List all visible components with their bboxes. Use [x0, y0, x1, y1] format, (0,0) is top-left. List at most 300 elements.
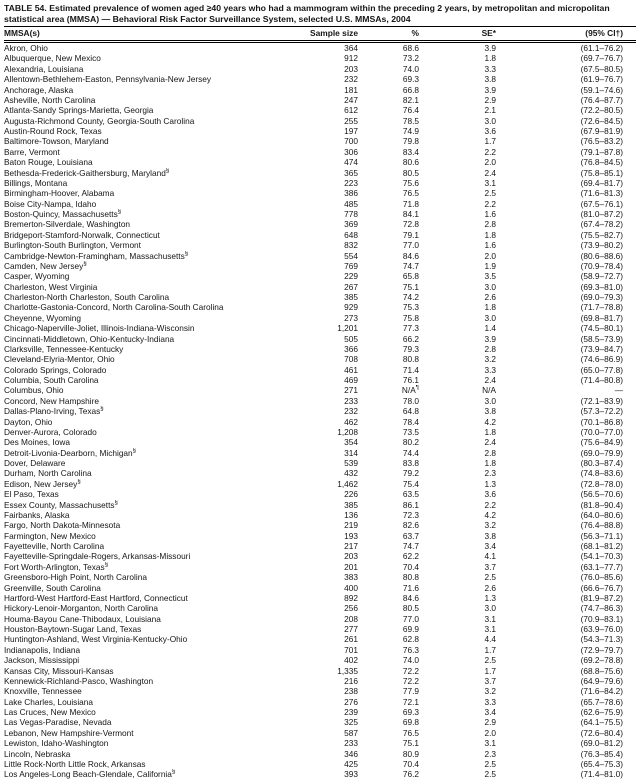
table-row	[4, 645, 636, 655]
se-cell: 2.0	[484, 727, 496, 738]
ci-cell: (72.6–84.5)	[580, 115, 623, 126]
sample-size-cell: 364	[344, 43, 358, 53]
table-body	[4, 42, 636, 780]
table-row	[4, 759, 636, 769]
percent-cell: 76.3	[402, 644, 419, 655]
percent-cell: 82.6	[402, 520, 419, 531]
sample-size-cell: 136	[344, 509, 358, 520]
sample-size-cell: 197	[344, 126, 358, 136]
percent-cell: 79.8	[402, 136, 419, 147]
table-row	[4, 489, 636, 499]
percent-cell: 69.3	[402, 707, 419, 717]
ci-cell: (69.2–78.8)	[580, 655, 623, 666]
mmsa-name-cell: Los Angeles-Long Beach-Glendale, California§	[4, 769, 176, 780]
se-cell: 3.9	[484, 333, 496, 344]
percent-cell: 79.3	[402, 343, 419, 354]
percent-cell: 77.3	[402, 323, 419, 334]
ci-cell: (72.9–79.7)	[580, 644, 623, 655]
mmsa-name-cell: Charleston-North Charleston, South Carolina	[4, 292, 170, 302]
ci-cell: (61.9–76.7)	[580, 74, 623, 85]
table-row	[4, 769, 636, 779]
sample-size-cell: 474	[344, 157, 358, 168]
ci-cell: (69.8–81.7)	[580, 312, 623, 323]
table-row	[4, 479, 636, 489]
percent-cell: 71.4	[402, 364, 419, 375]
se-cell: 2.6	[484, 292, 496, 302]
table-row	[4, 42, 636, 54]
ci-cell: (69.0–79.3)	[580, 292, 623, 302]
percent-cell: 66.8	[402, 84, 419, 95]
ci-cell: (64.0–80.6)	[580, 509, 623, 520]
mmsa-name-cell: Concord, New Hampshire	[4, 395, 99, 406]
sample-size-cell: 648	[344, 229, 358, 240]
percent-cell: 74.4	[402, 447, 419, 458]
percent-cell: 69.3	[402, 74, 419, 85]
mmsa-name-cell: Cheyenne, Wyoming	[4, 312, 81, 323]
table-row	[4, 199, 636, 209]
sample-size-cell: 469	[344, 375, 358, 385]
percent-cell: 80.6	[402, 157, 419, 168]
mmsa-name-cell: Fairbanks, Alaska	[4, 509, 70, 520]
percent-cell: 74.7	[402, 260, 419, 271]
se-cell: 2.5	[484, 188, 496, 199]
sample-size-cell: 276	[344, 696, 358, 707]
mmsa-name-cell: Dover, Delaware	[4, 458, 66, 468]
table-row	[4, 354, 636, 364]
ci-cell: (73.9–80.2)	[580, 240, 623, 251]
mmsa-name-cell: Detroit-Livonia-Dearborn, Michigan§	[4, 447, 137, 458]
sample-size-cell: 273	[344, 312, 358, 323]
se-cell: 1.7	[484, 644, 496, 655]
percent-cell: 69.8	[402, 717, 419, 728]
se-cell: 3.8	[484, 74, 496, 85]
se-cell: 2.2	[484, 146, 496, 157]
se-cell: 1.3	[484, 592, 496, 603]
ci-cell: (81.9–87.2)	[580, 592, 623, 603]
percent-cell: 70.4	[402, 561, 419, 572]
table-row	[4, 510, 636, 520]
footnote-marker: §	[100, 406, 104, 413]
ci-cell: (81.8–90.4)	[580, 499, 623, 510]
ci-cell: (71.6–81.3)	[580, 188, 623, 199]
mmsa-name-cell: Kennewick-Richland-Pasco, Washington	[4, 675, 154, 686]
mmsa-name-cell: Las Vegas-Paradise, Nevada	[4, 717, 112, 728]
se-cell: 1.9	[484, 260, 496, 271]
mmsa-name-cell: Knoxville, Tennessee	[4, 686, 82, 697]
ci-cell: (66.6–76.7)	[580, 582, 623, 593]
percent-cell: 73.2	[402, 53, 419, 64]
mmsa-name-cell: Boise City-Nampa, Idaho	[4, 198, 97, 209]
mmsa-name-cell: Bethesda-Frederick-Gaithersburg, Maryland§	[4, 167, 170, 178]
ci-cell: (72.1–83.9)	[580, 395, 623, 406]
ci-cell: (65.4–75.3)	[580, 758, 623, 769]
ci-cell: (58.5–73.9)	[580, 333, 623, 344]
se-cell: 1.8	[484, 229, 496, 240]
se-cell: 3.3	[484, 696, 496, 707]
percent-cell: 75.6	[402, 177, 419, 188]
table-row	[4, 417, 636, 427]
table-row	[4, 219, 636, 229]
sample-size-cell: 365	[344, 167, 358, 178]
col-header-ci: (95% CI†)	[496, 27, 636, 42]
table-row	[4, 707, 636, 717]
mmsa-table	[4, 26, 636, 780]
table-row	[4, 655, 636, 665]
ci-cell: (76.8–84.5)	[580, 157, 623, 168]
percent-cell: 80.8	[402, 354, 419, 365]
mmsa-name-cell: Allentown-Bethlehem-Easton, Pennsylvania-New Jersey	[4, 74, 212, 85]
sample-size-cell: 539	[344, 458, 358, 468]
mmsa-name-cell: Des Moines, Iowa	[4, 437, 70, 448]
sample-size-cell: 226	[344, 489, 358, 500]
mmsa-name-cell: Albuquerque, New Mexico	[4, 53, 101, 64]
se-cell: 3.6	[484, 126, 496, 136]
sample-size-cell: 432	[344, 468, 358, 479]
sample-size-cell: 366	[344, 343, 358, 354]
se-cell: 2.9	[484, 717, 496, 728]
table-row	[4, 365, 636, 375]
mmsa-name-cell: Edison, New Jersey§	[4, 478, 81, 489]
percent-cell: 72.2	[402, 665, 419, 676]
mmsa-name-cell: Akron, Ohio	[4, 43, 48, 53]
ci-cell: (74.5–80.1)	[580, 323, 623, 334]
ci-cell: (61.1–76.2)	[580, 43, 623, 53]
mmsa-name-cell: Atlanta-Sandy Springs-Marietta, Georgia	[4, 105, 154, 116]
sample-size-cell: 554	[344, 250, 358, 261]
table-row	[4, 583, 636, 593]
ci-cell: (74.6–86.9)	[580, 354, 623, 365]
sample-size-cell: 232	[344, 74, 358, 85]
ci-cell: (80.6–88.6)	[580, 250, 623, 261]
sample-size-cell: 232	[344, 406, 358, 417]
se-cell: 3.8	[484, 406, 496, 417]
se-cell: 2.3	[484, 468, 496, 479]
se-cell: 3.1	[484, 624, 496, 634]
se-cell: 1.3	[484, 478, 496, 489]
footnote-marker: §	[165, 167, 170, 174]
ci-cell: (65.7–78.6)	[580, 696, 623, 707]
se-cell: 3.0	[484, 281, 496, 292]
ci-cell: (54.3–71.3)	[580, 634, 623, 645]
table-row	[4, 686, 636, 696]
percent-cell: 76.2	[402, 769, 419, 780]
sample-size-cell: 233	[344, 395, 358, 406]
mmsa-name-cell: Burlington-South Burlington, Vermont	[4, 240, 141, 251]
table-row	[4, 302, 636, 312]
percent-cell: 83.4	[402, 146, 419, 157]
sample-size-cell: 325	[344, 717, 358, 728]
percent-cell: 74.0	[402, 655, 419, 666]
percent-cell: 74.9	[402, 126, 419, 136]
se-cell: 4.2	[484, 509, 496, 520]
table-row	[4, 157, 636, 167]
sample-size-cell: 461	[344, 364, 358, 375]
ci-cell: (76.5–83.2)	[580, 136, 623, 147]
mmsa-name-cell: Charlotte-Gastonia-Concord, North Carolina-South Carolina	[4, 302, 224, 313]
ci-cell: (63.9–76.0)	[580, 624, 623, 634]
table-row	[4, 375, 636, 385]
percent-cell: 71.8	[402, 198, 419, 209]
se-cell: 3.1	[484, 738, 496, 749]
se-cell: 4.1	[484, 551, 496, 562]
sample-size-cell: 462	[344, 416, 358, 427]
percent-cell: 72.8	[402, 219, 419, 230]
percent-cell: 70.4	[402, 758, 419, 769]
sample-size-cell: 769	[344, 260, 358, 271]
ci-cell: (56.3–71.1)	[580, 530, 623, 541]
sample-size-cell: 208	[344, 613, 358, 624]
sample-size-cell: 277	[344, 624, 358, 634]
ci-cell: (72.6–80.4)	[580, 727, 623, 738]
se-cell: 3.0	[484, 115, 496, 126]
percent-cell: 76.4	[402, 105, 419, 116]
mmsa-name-cell: Austin-Round Rock, Texas	[4, 126, 102, 136]
table-row	[4, 666, 636, 676]
table-row	[4, 334, 636, 344]
ci-cell: (54.1–70.3)	[580, 551, 623, 562]
sample-size-cell: 386	[344, 188, 358, 199]
table-row	[4, 188, 636, 198]
mmsa-name-cell: Alexandria, Louisiana	[4, 63, 84, 74]
sample-size-cell: 402	[344, 655, 358, 666]
mmsa-name-cell: Cleveland-Elyria-Mentor, Ohio	[4, 354, 115, 365]
se-cell: 3.7	[484, 675, 496, 686]
mmsa-name-cell: Huntington-Ashland, West Virginia-Kentucky-Ohio	[4, 634, 188, 645]
se-cell: 3.2	[484, 354, 496, 365]
mmsa-name-cell: Lincoln, Nebraska	[4, 748, 71, 759]
sample-size-cell: 233	[344, 738, 358, 749]
table-row	[4, 282, 636, 292]
sample-size-cell: 385	[344, 499, 358, 510]
mmsa-name-cell: Boston-Quincy, Massachusetts§	[4, 209, 122, 219]
sample-size-cell: 1,335	[337, 665, 358, 676]
mmsa-name-cell: Denver-Aurora, Colorado	[4, 426, 97, 437]
mmsa-name-cell: Augusta-Richmond County, Georgia-South Carolina	[4, 115, 195, 126]
mmsa-name-cell: Casper, Wyoming	[4, 271, 70, 282]
percent-cell: 64.8	[402, 406, 419, 417]
percent-cell: 76.5	[402, 188, 419, 199]
footnote-marker: §	[184, 250, 189, 257]
mmsa-name-cell: Farmington, New Mexico	[4, 530, 96, 541]
table-row	[4, 240, 636, 250]
table-row	[4, 209, 636, 219]
mmsa-name-cell: Fayetteville, North Carolina	[4, 541, 105, 551]
sample-size-cell: 400	[344, 582, 358, 593]
se-cell: 2.1	[484, 105, 496, 116]
mmsa-name-cell: Bremerton-Silverdale, Washington	[4, 219, 131, 230]
se-cell: 2.0	[484, 157, 496, 168]
footnote-marker: §	[77, 478, 81, 485]
sample-size-cell: 346	[344, 748, 358, 759]
ci-cell: (71.4–80.8)	[580, 375, 623, 385]
percent-cell: 75.8	[402, 312, 419, 323]
col-header-sample-size: Sample size	[280, 27, 358, 42]
footnote-marker: §	[171, 769, 176, 776]
table-row	[4, 85, 636, 95]
sample-size-cell: 505	[344, 333, 358, 344]
sample-size-cell: 238	[344, 686, 358, 697]
percent-cell: 77.0	[402, 613, 419, 624]
mmsa-name-cell: Houma-Bayou Cane-Thibodaux, Louisiana	[4, 613, 161, 624]
sample-size-cell: 701	[344, 644, 358, 655]
sample-size-cell: 425	[344, 758, 358, 769]
percent-cell: 69.9	[402, 624, 419, 634]
percent-cell: 80.5	[402, 167, 419, 178]
sample-size-cell: 393	[344, 769, 358, 780]
table-row	[4, 168, 636, 178]
table-row	[4, 116, 636, 126]
ci-cell: (72.2–80.5)	[580, 105, 623, 116]
se-cell: 1.8	[484, 53, 496, 64]
sample-size-cell: 700	[344, 136, 358, 147]
footnote-marker: ¶	[415, 385, 419, 392]
ci-cell: (71.7–78.8)	[580, 302, 623, 313]
sample-size-cell: 255	[344, 115, 358, 126]
ci-cell: (63.1–77.7)	[580, 561, 623, 572]
mmsa-name-cell: Baton Rouge, Louisiana	[4, 157, 93, 168]
percent-cell: 74.2	[402, 292, 419, 302]
sample-size-cell: 485	[344, 198, 358, 209]
se-cell: 3.2	[484, 520, 496, 531]
mmsa-name-cell: Barre, Vermont	[4, 146, 60, 157]
se-cell: 1.7	[484, 665, 496, 676]
table-row	[4, 500, 636, 510]
ci-cell: (70.0–77.0)	[580, 426, 623, 437]
sample-size-cell: 587	[344, 727, 358, 738]
mmsa-name-cell: Camden, New Jersey§	[4, 260, 87, 271]
sample-size-cell: 612	[344, 105, 358, 116]
table-row	[4, 313, 636, 323]
ci-cell: (76.3–85.4)	[580, 748, 623, 759]
table-row	[4, 427, 636, 437]
mmsa-name-cell: Lebanon, New Hampshire-Vermont	[4, 727, 134, 738]
percent-cell: 77.9	[402, 686, 419, 697]
se-cell: 4.4	[484, 634, 496, 645]
se-cell: 3.0	[484, 603, 496, 614]
ci-cell: (71.4–81.0)	[580, 769, 623, 780]
se-cell: 3.2	[484, 686, 496, 697]
table-row	[4, 541, 636, 551]
sample-size-cell: 216	[344, 675, 358, 686]
se-cell: 3.5	[484, 271, 496, 282]
se-cell: N/A	[482, 385, 496, 396]
se-cell: 2.8	[484, 219, 496, 230]
mmsa-name-cell: Cincinnati-Middletown, Ohio-Kentucky-Indiana	[4, 333, 175, 344]
table-row	[4, 251, 636, 261]
table-row	[4, 396, 636, 406]
mmsa-name-cell: Jackson, Mississippi	[4, 655, 80, 666]
table-row	[4, 74, 636, 84]
table-row	[4, 178, 636, 188]
se-cell: 3.1	[484, 613, 496, 624]
sample-size-cell: 217	[344, 541, 358, 551]
sample-size-cell: 778	[344, 209, 358, 219]
table-row	[4, 261, 636, 271]
ci-cell: (58.9–72.7)	[580, 271, 623, 282]
sample-size-cell: 239	[344, 707, 358, 717]
se-cell: 2.2	[484, 198, 496, 209]
mmsa-name-cell: Asheville, North Carolina	[4, 94, 96, 105]
sample-size-cell: 203	[344, 551, 358, 562]
mmsa-name-cell: Greensboro-High Point, North Carolina	[4, 572, 147, 583]
sample-size-cell: 383	[344, 572, 358, 583]
percent-cell: 72.3	[402, 509, 419, 520]
ci-cell: (57.3–72.2)	[580, 406, 623, 417]
mmsa-name-cell: El Paso, Texas	[4, 489, 59, 500]
percent-cell: 65.8	[402, 271, 419, 282]
table-row	[4, 468, 636, 478]
mmsa-name-cell: Kansas City, Missouri-Kansas	[4, 665, 114, 676]
table-row	[4, 676, 636, 686]
table-row	[4, 406, 636, 416]
ci-cell: (64.9–79.6)	[580, 675, 623, 686]
percent-cell: 80.9	[402, 748, 419, 759]
se-cell: 1.7	[484, 136, 496, 147]
sample-size-cell: 271	[344, 385, 358, 396]
se-cell: 2.4	[484, 375, 496, 385]
ci-cell: (74.7–86.3)	[580, 603, 623, 614]
ci-cell: —	[614, 385, 623, 396]
se-cell: 2.5	[484, 769, 496, 780]
table-row	[4, 603, 636, 613]
footnote-marker: §	[132, 447, 137, 454]
mmsa-name-cell: Lake Charles, Louisiana	[4, 696, 94, 707]
sample-size-cell: 354	[344, 437, 358, 448]
mmsa-name-cell: Colorado Springs, Colorado	[4, 364, 107, 375]
sample-size-cell: 385	[344, 292, 358, 302]
percent-cell: 74.7	[402, 541, 419, 551]
se-cell: 2.9	[484, 94, 496, 105]
mmsa-name-cell: Dayton, Ohio	[4, 416, 53, 427]
se-cell: 1.8	[484, 302, 496, 313]
ci-cell: (73.9–84.7)	[580, 343, 623, 354]
percent-cell: 80.8	[402, 572, 419, 583]
ci-cell: (76.4–88.8)	[580, 520, 623, 531]
table-row	[4, 271, 636, 281]
ci-cell: (62.6–75.9)	[580, 707, 623, 717]
footnote-marker: §	[114, 499, 118, 506]
table-row	[4, 292, 636, 302]
ci-cell: (76.4–87.7)	[580, 94, 623, 105]
mmsa-name-cell: Baltimore-Towson, Maryland	[4, 136, 109, 147]
mmsa-name-cell: Birmingham-Hoover, Alabama	[4, 188, 115, 199]
sample-size-cell: 203	[344, 63, 358, 74]
ci-cell: (67.4–78.2)	[580, 219, 623, 230]
ci-cell: (75.5–82.7)	[580, 229, 623, 240]
mmsa-name-cell: Little Rock-North Little Rock, Arkansas	[4, 758, 146, 769]
percent-cell: 73.5	[402, 426, 419, 437]
sample-size-cell: 892	[344, 592, 358, 603]
footnote-marker: §	[104, 561, 109, 568]
table-row	[4, 624, 636, 634]
mmsa-name-cell: Cambridge-Newton-Framingham, Massachusetts§	[4, 250, 189, 261]
col-header-mmsa: MMSA(s)	[4, 27, 280, 42]
percent-cell: 76.1	[402, 375, 419, 385]
se-cell: 3.0	[484, 395, 496, 406]
percent-cell: 79.2	[402, 468, 419, 479]
sample-size-cell: 223	[344, 177, 358, 188]
ci-cell: (56.5–70.6)	[580, 489, 623, 500]
sample-size-cell: 261	[344, 634, 358, 645]
ci-cell: (70.9–83.1)	[580, 613, 623, 624]
mmsa-name-cell: Greenville, South Carolina	[4, 582, 101, 593]
table-title: TABLE 54. Estimated prevalence of women aged ≥40 years who had a mammogram within the preceding 2 years, by metropolitan and micropolitan statistical area (MMSA) — Behavioral Risk Factor Surveillance System, selected U.S. MMSAs, 2004	[4, 3, 610, 24]
ci-cell: (72.8–78.0)	[580, 478, 623, 489]
ci-cell: (76.0–85.6)	[580, 572, 623, 583]
mmsa-name-cell: Fargo, North Dakota-Minnesota	[4, 520, 121, 531]
table-row	[4, 749, 636, 759]
sample-size-cell: 1,208	[337, 426, 358, 437]
